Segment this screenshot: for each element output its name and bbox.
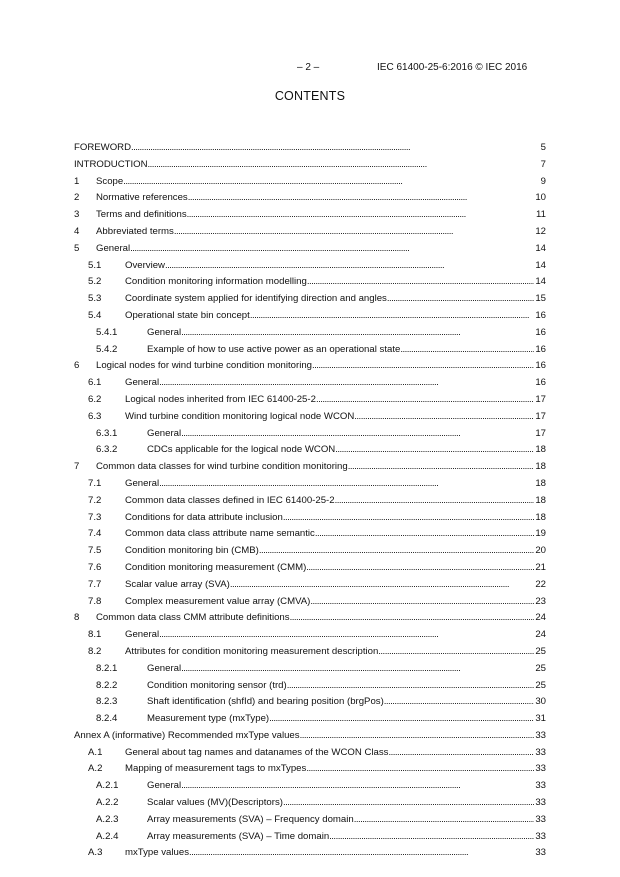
toc-entry-page: 16 xyxy=(535,326,546,338)
toc-entry-title: Scalar value array (SVA) xyxy=(125,578,230,590)
toc-dot-leader xyxy=(131,140,540,157)
toc-entry-page: 33 xyxy=(535,813,546,825)
toc-entry[interactable] xyxy=(74,342,546,359)
toc-dot-leader xyxy=(316,392,534,409)
toc-dot-leader xyxy=(290,610,535,627)
toc-entry-number: 7.4 xyxy=(88,528,102,540)
toc-entry-page: 12 xyxy=(535,225,546,237)
toc-entry-number: 7.1 xyxy=(88,477,102,489)
toc-entry-page: 33 xyxy=(535,797,546,809)
toc-entry[interactable] xyxy=(74,610,546,627)
toc-entry-title: Logical nodes inherited from IEC 61400-25-2 xyxy=(125,393,316,405)
toc-dot-leader xyxy=(335,493,535,510)
toc-entry-number: 5.3 xyxy=(88,293,102,305)
toc-entry-title: Array measurements (SVA) – Time domain xyxy=(147,830,330,842)
toc-entry[interactable] xyxy=(74,459,546,476)
toc-entry-page: 9 xyxy=(540,175,546,187)
toc-entry-page: 33 xyxy=(535,729,546,741)
toc-dot-leader xyxy=(159,627,534,644)
toc-entry-title: CDCs applicable for the logical node WCON xyxy=(147,444,336,456)
toc-entry-title: General xyxy=(125,629,160,641)
toc-entry-page: 17 xyxy=(535,427,546,439)
toc-entry[interactable] xyxy=(74,190,546,207)
toc-entry-number: A.2.3 xyxy=(96,813,119,825)
toc-entry-number: 8.1 xyxy=(88,629,102,641)
toc-entry-page: 19 xyxy=(535,528,546,540)
toc-entry-title: General xyxy=(147,662,182,674)
toc-entry[interactable] xyxy=(74,140,546,157)
toc-dot-leader xyxy=(384,694,535,711)
toc-dot-leader xyxy=(300,728,535,745)
toc-entry-page: 22 xyxy=(535,578,546,590)
toc-entry-number: 6.3.1 xyxy=(96,427,118,439)
toc-entry-number: 7.8 xyxy=(88,595,102,607)
toc-entry[interactable] xyxy=(74,476,546,493)
toc-entry[interactable] xyxy=(74,761,546,778)
toc-entry-page: 16 xyxy=(535,377,546,389)
toc-dot-leader xyxy=(230,577,534,594)
toc-entry[interactable] xyxy=(74,845,546,862)
toc-entry[interactable] xyxy=(74,375,546,392)
toc-dot-leader xyxy=(306,761,534,778)
toc-entry[interactable] xyxy=(74,661,546,678)
toc-entry[interactable] xyxy=(74,308,546,325)
toc-dot-leader xyxy=(287,678,535,695)
toc-entry[interactable] xyxy=(74,426,546,443)
toc-entry-number: A.2.2 xyxy=(96,797,119,809)
toc-entry[interactable] xyxy=(74,627,546,644)
toc-entry-number: A.2.1 xyxy=(96,780,119,792)
toc-dot-leader xyxy=(130,241,534,258)
toc-entry-page: 25 xyxy=(535,645,546,657)
toc-dot-leader xyxy=(123,174,539,191)
toc-entry-title: General xyxy=(125,477,160,489)
toc-entry-title: Condition monitoring sensor (trd) xyxy=(147,679,287,691)
toc-entry-title: Condition monitoring information modelling xyxy=(125,276,307,288)
toc-dot-leader xyxy=(259,543,534,560)
toc-dot-leader xyxy=(378,644,534,661)
toc-entry[interactable] xyxy=(74,325,546,342)
toc-entry-title: Operational state bin concept xyxy=(125,309,250,321)
toc-dot-leader xyxy=(306,560,534,577)
toc-entry-page: 33 xyxy=(535,780,546,792)
page-header xyxy=(0,62,620,76)
toc-entry-page: 24 xyxy=(535,629,546,641)
toc-entry-number: 7.2 xyxy=(88,494,102,506)
table-of-contents xyxy=(74,140,546,862)
toc-entry-title: Attributes for condition monitoring measurement description xyxy=(125,645,379,657)
toc-entry-title: General xyxy=(125,377,160,389)
toc-entry-title: FOREWORD xyxy=(74,142,132,153)
toc-entry-page: 30 xyxy=(535,696,546,708)
toc-dot-leader xyxy=(165,258,534,275)
toc-entry[interactable] xyxy=(74,291,546,308)
toc-entry-title: Common data classes for wind turbine condition monitoring xyxy=(96,461,348,473)
toc-entry[interactable] xyxy=(74,778,546,795)
toc-entry-page: 16 xyxy=(535,309,546,321)
page-number: – 2 – xyxy=(297,62,320,73)
toc-entry-title: Condition monitoring measurement (CMM) xyxy=(125,561,307,573)
toc-dot-leader xyxy=(148,157,540,174)
toc-dot-leader xyxy=(181,325,534,342)
toc-entry[interactable] xyxy=(74,543,546,560)
toc-entry-title: Conditions for data attribute inclusion xyxy=(125,511,283,523)
toc-dot-leader xyxy=(181,661,534,678)
toc-entry-page: 14 xyxy=(535,276,546,288)
toc-entry[interactable] xyxy=(74,795,546,812)
toc-entry-page: 25 xyxy=(535,662,546,674)
toc-dot-leader xyxy=(283,510,534,527)
toc-entry-page: 11 xyxy=(536,209,546,221)
toc-dot-leader xyxy=(159,375,534,392)
toc-entry[interactable] xyxy=(74,241,546,258)
toc-entry[interactable] xyxy=(74,409,546,426)
toc-dot-leader xyxy=(400,342,534,359)
toc-entry-page: 5 xyxy=(540,142,546,153)
toc-entry-title: Abbreviated terms xyxy=(96,225,174,237)
toc-dot-leader xyxy=(187,207,535,224)
toc-entry-title: Normative references xyxy=(96,192,188,204)
toc-entry[interactable] xyxy=(74,678,546,695)
toc-entry-page: 33 xyxy=(535,746,546,758)
toc-entry-page: 33 xyxy=(535,763,546,775)
toc-entry-title: Measurement type (mxType) xyxy=(147,713,270,725)
toc-dot-leader xyxy=(312,358,534,375)
toc-entry-page: 16 xyxy=(535,343,546,355)
toc-dot-leader xyxy=(188,190,535,207)
toc-entry[interactable] xyxy=(74,526,546,543)
toc-entry[interactable] xyxy=(74,577,546,594)
toc-entry[interactable] xyxy=(74,644,546,661)
toc-entry-number: 8.2.4 xyxy=(96,713,118,725)
toc-entry[interactable] xyxy=(74,829,546,846)
toc-entry[interactable] xyxy=(74,258,546,275)
toc-entry-page: 18 xyxy=(535,511,546,523)
toc-dot-leader xyxy=(348,459,535,476)
toc-entry-number: 3 xyxy=(74,209,80,221)
toc-dot-leader xyxy=(354,409,534,426)
toc-entry[interactable] xyxy=(74,358,546,375)
toc-entry-number: 5.1 xyxy=(88,259,102,271)
toc-entry-number: A.2.4 xyxy=(96,830,119,842)
toc-entry-title: Example of how to use active power as an operational state xyxy=(147,343,401,355)
toc-entry-number: 5.2 xyxy=(88,276,102,288)
toc-entry-number: 6.2 xyxy=(88,393,102,405)
toc-dot-leader xyxy=(387,291,534,308)
toc-entry-title: Array measurements (SVA) – Frequency domain xyxy=(147,813,354,825)
toc-entry[interactable] xyxy=(74,711,546,728)
toc-dot-leader xyxy=(250,308,535,325)
toc-entry-page: 21 xyxy=(535,561,546,573)
toc-dot-leader xyxy=(283,795,534,812)
toc-entry[interactable] xyxy=(74,274,546,291)
toc-entry-number: A.2 xyxy=(88,763,103,775)
toc-entry-page: 31 xyxy=(535,713,546,725)
toc-entry-title: Common data classes defined in IEC 61400-25-2 xyxy=(125,494,335,506)
toc-entry-number: 8.2.2 xyxy=(96,679,118,691)
toc-dot-leader xyxy=(189,845,534,862)
toc-entry-title: Annex A (informative) Recommended mxType values xyxy=(74,729,300,741)
toc-entry-number: 1 xyxy=(74,175,80,187)
toc-entry[interactable] xyxy=(74,812,546,829)
toc-dot-leader xyxy=(159,476,534,493)
toc-entry-number: 7.3 xyxy=(88,511,102,523)
toc-entry-number: A.1 xyxy=(88,746,103,758)
toc-entry-number: 6.3 xyxy=(88,410,102,422)
toc-dot-leader xyxy=(181,778,534,795)
toc-entry[interactable] xyxy=(74,493,546,510)
toc-dot-leader xyxy=(310,594,534,611)
page-title: CONTENTS xyxy=(274,89,346,103)
toc-entry-page: 7 xyxy=(540,158,546,170)
toc-entry-page: 18 xyxy=(535,494,546,506)
toc-entry-number: 8.2 xyxy=(88,645,102,657)
toc-entry-page: 16 xyxy=(535,360,546,372)
toc-entry-page: 20 xyxy=(535,545,546,557)
toc-entry-number: 7.6 xyxy=(88,561,102,573)
toc-entry-title: Common data class attribute name semantic xyxy=(125,528,315,540)
toc-entry[interactable] xyxy=(74,745,546,762)
toc-entry-title: Logical nodes for wind turbine condition monitoring xyxy=(96,360,312,372)
toc-entry-title: Complex measurement value array (CMVA) xyxy=(125,595,311,607)
toc-entry-page: 18 xyxy=(535,461,546,473)
toc-entry[interactable] xyxy=(74,174,546,191)
toc-entry[interactable] xyxy=(74,728,546,745)
toc-entry-page: 14 xyxy=(535,242,546,254)
toc-entry-page: 25 xyxy=(535,679,546,691)
toc-entry[interactable] xyxy=(74,510,546,527)
toc-dot-leader xyxy=(174,224,534,241)
toc-entry-title: Shaft identification (shfId) and bearing position (brgPos) xyxy=(147,696,384,708)
toc-entry-title: General about tag names and datanames of the WCON Class xyxy=(125,746,389,758)
toc-entry-title: INTRODUCTION xyxy=(74,158,148,170)
toc-entry-title: Common data class CMM attribute definitions xyxy=(96,612,290,624)
toc-entry-title: Condition monitoring bin (CMB) xyxy=(125,545,259,557)
toc-entry[interactable] xyxy=(74,560,546,577)
toc-entry-title: Overview xyxy=(125,259,165,271)
toc-entry[interactable] xyxy=(74,694,546,711)
toc-entry[interactable] xyxy=(74,224,546,241)
toc-entry-page: 23 xyxy=(535,595,546,607)
toc-entry-title: Terms and definitions xyxy=(96,209,187,221)
toc-entry-number: 5.4 xyxy=(88,309,102,321)
toc-entry-page: 17 xyxy=(535,393,546,405)
toc-dot-leader xyxy=(307,274,534,291)
toc-entry-number: 8.2.3 xyxy=(96,696,118,708)
toc-entry[interactable] xyxy=(74,594,546,611)
toc-entry-title: Scope xyxy=(96,175,124,187)
toc-entry-number: 7.5 xyxy=(88,545,102,557)
toc-entry-page: 33 xyxy=(535,830,546,842)
toc-dot-leader xyxy=(388,745,534,762)
toc-entry-title: Coordinate system applied for identifying direction and angles xyxy=(125,293,387,305)
toc-entry-number: 4 xyxy=(74,225,80,237)
toc-entry-number: 7.7 xyxy=(88,578,102,590)
toc-entry-page: 33 xyxy=(535,847,546,859)
toc-dot-leader xyxy=(329,829,534,846)
toc-entry-page: 10 xyxy=(535,192,546,204)
toc-entry-title: General xyxy=(96,242,131,254)
toc-dot-leader xyxy=(335,442,534,459)
toc-entry[interactable] xyxy=(74,392,546,409)
toc-entry-title: General xyxy=(147,780,182,792)
toc-entry-page: 17 xyxy=(535,410,546,422)
toc-entry-page: 18 xyxy=(535,477,546,489)
toc-entry-number: 6.1 xyxy=(88,377,102,389)
document-id: IEC 61400-25-6:2016 © IEC 2016 xyxy=(377,62,528,73)
toc-entry-number: 5.4.2 xyxy=(96,343,118,355)
toc-entry-title: Scalar values (MV)(Descriptors) xyxy=(147,797,283,809)
toc-entry-title: Wind turbine condition monitoring logical node WCON xyxy=(125,410,355,422)
toc-entry[interactable] xyxy=(74,157,546,174)
toc-entry-number: 6.3.2 xyxy=(96,444,118,456)
toc-entry-page: 15 xyxy=(535,293,546,305)
toc-dot-leader xyxy=(269,711,534,728)
toc-entry-title: mxType values xyxy=(125,847,189,859)
toc-entry-number: 5 xyxy=(74,242,80,254)
toc-dot-leader xyxy=(181,426,534,443)
toc-entry-title: General xyxy=(147,427,182,439)
toc-entry-number: 5.4.1 xyxy=(96,326,118,338)
toc-entry[interactable] xyxy=(74,207,546,224)
toc-entry-number: 6 xyxy=(74,360,80,372)
toc-entry-number: 2 xyxy=(74,192,80,204)
toc-entry-number: 7 xyxy=(74,461,80,473)
toc-entry-title: General xyxy=(147,326,182,338)
toc-entry-page: 14 xyxy=(535,259,546,271)
toc-entry-number: 8 xyxy=(74,612,80,624)
toc-entry-title: Mapping of measurement tags to mxTypes xyxy=(125,763,307,775)
toc-entry[interactable] xyxy=(74,442,546,459)
toc-entry-page: 18 xyxy=(535,444,546,456)
toc-entry-page: 24 xyxy=(535,612,546,624)
toc-entry-number: 8.2.1 xyxy=(96,662,118,674)
toc-dot-leader xyxy=(354,812,535,829)
toc-entry-number: A.3 xyxy=(88,847,103,859)
toc-dot-leader xyxy=(315,526,535,543)
